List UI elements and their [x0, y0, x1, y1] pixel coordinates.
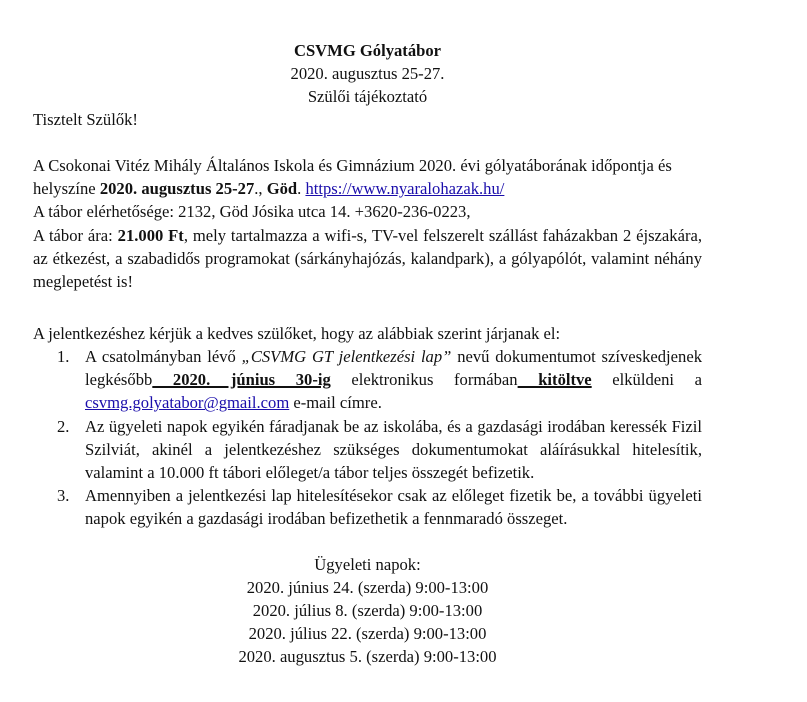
duty-day: 2020. július 8. (szerda) 9:00-13:00 — [252, 601, 483, 620]
contact-line: A tábor elérhetősége: 2132, Göd Jósika utca 14. +3620-236-0223, — [33, 202, 471, 222]
registration-intro: A jelentkezéshez kérjük a kedves szülőket, hogy az alábbiak szerint járjanak el: — [33, 324, 561, 343]
step-text: nevű dokumentumot szíveskedjenek legkésőbb — [85, 347, 702, 390]
price-label: A tábor ára: — [33, 225, 118, 245]
email-link[interactable]: csvmg.golyatabor@gmail.com — [85, 393, 290, 413]
step-text: elektronikus formában — [330, 370, 518, 390]
step-number: 1. — [57, 347, 70, 366]
registration-steps — [33, 345, 702, 531]
camp-dates: 2020. augusztus 25-27. — [290, 64, 445, 83]
camp-info-line — [33, 154, 702, 200]
step-text: Amennyiben a jelentkezési lap hitelesítésekor csak az előleget fizetik be, a további ügyeleti napok egyikén a gazdasági irodában befizethetik a fennmaradó összeget. — [85, 486, 702, 529]
duty-day: 2020. július 22. (szerda) 9:00-13:00 — [248, 624, 487, 643]
list-item — [33, 345, 702, 415]
salutation: Tisztelt Szülők! — [33, 110, 138, 129]
step-text: A csatolmányban lévő — [85, 347, 242, 366]
step-number: 3. — [57, 486, 70, 506]
step-text: Az ügyeleti napok egyikén fáradjanak be az iskolába, és a gazdasági irodában keressék Fizil Szilviát, akinél a jelentkezéshez szükséges dokumentumokat aláírásukkal hitelesítik, valamint a 10.000 ft tábori előleget/a tábor teljes összegét befizetik. — [85, 416, 702, 483]
form-name-italic: „CSVMG GT jelentkezési lap” — [241, 347, 452, 366]
deadline-highlight: 2020. június 30-ig — [152, 370, 331, 390]
step-number: 2. — [57, 416, 70, 436]
list-item — [33, 415, 702, 485]
step-text: e-mail címre. — [289, 393, 382, 413]
camp-website-link[interactable]: https://www.nyaralohazak.hu/ — [305, 179, 505, 199]
intro-paragraph — [33, 154, 702, 293]
price-paragraph — [33, 224, 702, 294]
document-title: CSVMG Gólyatábor — [293, 41, 442, 60]
camp-place-bold: Göd — [266, 179, 298, 199]
camp-info-punct-2: . — [297, 179, 306, 199]
list-item — [33, 484, 702, 530]
price-value: 21.000 Ft — [117, 225, 184, 245]
step-text: elküldeni a — [591, 370, 703, 390]
document-subtitle: Szülői tájékoztató — [307, 87, 428, 106]
price-description: , mely tartalmazza a wifi-s, TV-vel felszerelt szállást faházakban 2 éjszakára, az étkezést, a szabadidős programokat (sárkányhajózás, kalandpark), a gólyapólót, valamint néhány meglepetést is! — [33, 225, 702, 292]
camp-dates-bold: 2020. augusztus 25-27 — [99, 179, 255, 199]
camp-info-punct: ., — [254, 179, 267, 199]
filled-highlight: kitöltve — [517, 370, 592, 390]
duty-day: 2020. június 24. (szerda) 9:00-13:00 — [246, 578, 489, 597]
duty-day: 2020. augusztus 5. (szerda) 9:00-13:00 — [238, 647, 497, 666]
camp-info-text: A Csokonai Vitéz Mihály Általános Iskola és Gimnázium 2020. évi gólyatáborának időpontja és helyszíne — [33, 156, 672, 199]
duty-days-title: Ügyeleti napok: — [314, 555, 421, 574]
